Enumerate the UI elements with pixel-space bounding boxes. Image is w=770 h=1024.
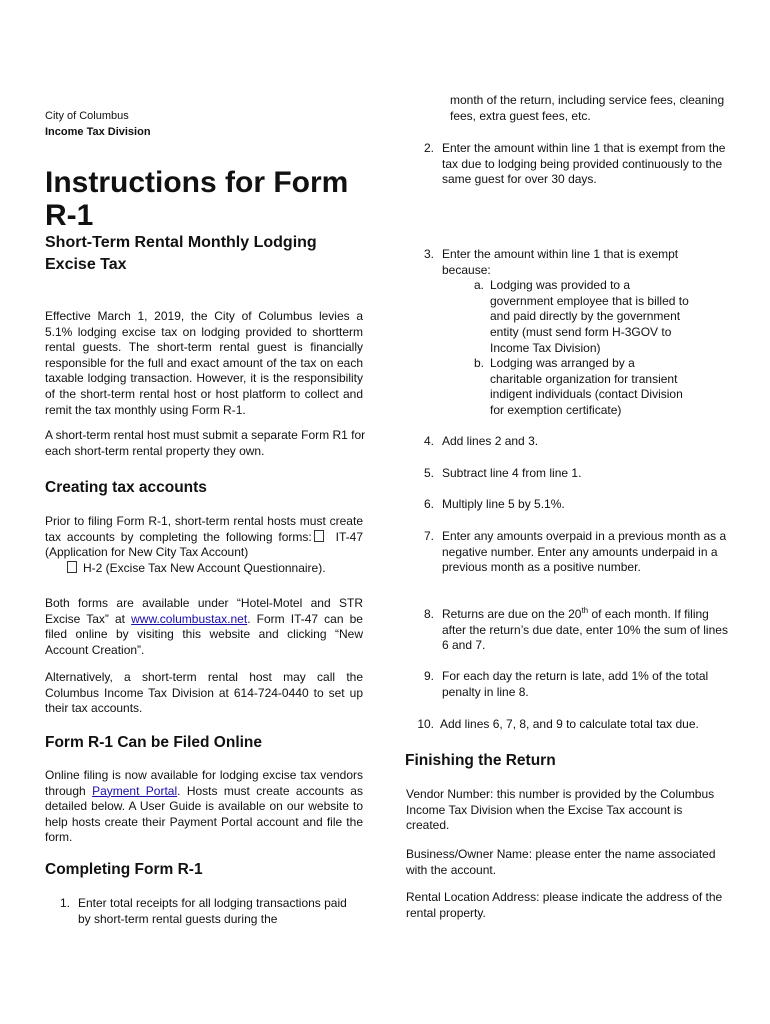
sub-text: Lodging was arranged by a charitable organization for transient indigent individuals (contact Division for exemption certificate): [490, 356, 683, 417]
step-number: 9.: [423, 669, 434, 683]
creating-accounts-paragraph-3: Alternatively, a short-term rental host may call the Columbus Income Tax Division at 614-724-0440 to set up their tax accounts.: [45, 670, 363, 716]
organization-name: City of Columbus: [45, 110, 129, 122]
finishing-heading: Finishing the Return: [405, 752, 556, 769]
sub-text: Lodging was provided to a government employee that is billed to and paid directly by the government entity (must send form H-3GOV to Income Tax Division): [490, 278, 689, 355]
step-number: 8.: [423, 607, 434, 621]
sub-label: a.: [473, 278, 484, 293]
title-line-2: R-1: [45, 199, 94, 232]
form-it47-text: IT-47 (Application for New City Tax Account): [45, 529, 363, 560]
intro-paragraph-1: Effective March 1, 2019, the City of Columbus levies a 5.1% lodging excise tax on lodging provided to shortterm rental guests. The short-term rental guest is financially responsible for the full and exact amount of the tax on each taxable lodging transaction. However, it is the responsibility of the short-term rental host or host platform to collect and remit the tax monthly using Form R-1.: [45, 309, 363, 417]
step-2-item: [414, 141, 730, 188]
step-1-continued: month of the return, including service fees, cleaning fees, extra guest fees, etc.: [450, 93, 725, 123]
para2-after-text: . Form IT-47 can be filed online by visiting this website and clicking “New Account Creation”.: [45, 611, 363, 657]
document-title: [45, 166, 375, 232]
step-number: 4.: [423, 434, 434, 448]
step-3-item: [414, 247, 730, 419]
sub-label: b.: [473, 356, 484, 371]
org-header: [45, 109, 151, 140]
checkbox-glyph-icon: [67, 561, 77, 573]
payment-portal-link[interactable]: Payment Portal: [92, 783, 178, 798]
step-number: 10.: [417, 717, 434, 731]
step-text: Multiply line 5 by 5.1%.: [442, 497, 565, 511]
step-number: 2.: [423, 141, 434, 155]
finishing-paragraph-2: Business/Owner Name: please enter the name associated with the account.: [406, 847, 716, 877]
finishing-paragraph-1: Vendor Number: this number is provided by the Columbus Income Tax Division when the Excise Tax account is created.: [406, 787, 715, 833]
step-text: For each day the return is late, add 1% of the total penalty in line 8.: [442, 669, 709, 699]
step-number: 7.: [423, 529, 434, 543]
subtitle-line-2: Excise Tax: [45, 256, 127, 273]
step-number: 5.: [423, 466, 434, 480]
step-7-item: [414, 529, 730, 576]
step-text: [442, 607, 730, 654]
para2-before-text: Both forms are available under “Hotel-Motel and STR Excise Tax” at: [45, 596, 363, 626]
subtitle-line-1: Short-Term Rental Monthly Lodging: [45, 234, 317, 251]
step-8-item: [414, 607, 730, 654]
step-8-after: of each month. If filing after the return’s due date, enter 10% the sum of lines 6 and 7.: [442, 607, 728, 653]
step-number: 1.: [59, 896, 70, 910]
step-text: Enter any amounts overpaid in a previous month as a negative number. Enter any amounts underpaid in a previous month as a positive number.: [442, 529, 727, 575]
step-3b-subitem: [464, 356, 730, 418]
creating-accounts-paragraph-2: [45, 596, 363, 658]
step-8-before: Returns are due on the 20: [442, 607, 582, 621]
step-text: Add lines 2 and 3.: [442, 434, 539, 448]
document-subtitle: [45, 232, 375, 276]
step-4-item: [414, 434, 730, 450]
step-8-superscript: th: [581, 606, 589, 615]
online-filing-paragraph: [45, 768, 363, 846]
checkbox-glyph-icon: [314, 530, 324, 542]
completing-form-heading: Completing Form R-1: [45, 861, 203, 878]
step-10-item: [414, 717, 744, 733]
creating-intro-text: Prior to filing Form R-1, short-term rental hosts must create tax accounts by completing the following forms:: [45, 514, 363, 544]
title-line-1: Instructions for Form: [45, 166, 349, 199]
step-text: Subtract line 4 from line 1.: [442, 466, 582, 480]
step-text: Enter the amount within line 1 that is exempt because:: [442, 247, 679, 277]
step-1-item: [50, 896, 350, 927]
form-h2-text: H-2 (Excise Tax New Account Questionnaire).: [83, 560, 326, 575]
online-filing-heading: Form R-1 Can be Filed Online: [45, 734, 263, 751]
step-text: Add lines 6, 7, 8, and 9 to calculate total tax due.: [440, 717, 699, 731]
intro-paragraph-2: A short-term rental host must submit a separate Form R1 for each short-term rental property they own.: [45, 428, 366, 458]
columbustax-link[interactable]: www.columbustax.net: [131, 611, 248, 626]
step-number: 3.: [423, 247, 434, 261]
creating-accounts-heading: Creating tax accounts: [45, 479, 207, 496]
step-9-item: [414, 669, 730, 700]
step-6-item: [414, 497, 730, 513]
step-3a-subitem: [464, 278, 730, 356]
step-text: Enter the amount within line 1 that is exempt from the tax due to lodging being provided continuously to the same guest for over 30 days.: [442, 141, 726, 187]
division-name: Income Tax Division: [45, 125, 151, 138]
creating-accounts-paragraph-1: [45, 514, 363, 576]
online-after-text: . Hosts must create accounts as detailed below. A User Guide is available on our website to help hosts create their Payment Portal account and file the form.: [45, 783, 363, 845]
finishing-paragraph-3: Rental Location Address: please indicate the address of the rental property.: [406, 890, 723, 920]
step-text: Enter total receipts for all lodging transactions paid by short-term rental guests during the: [78, 896, 347, 926]
step-5-item: [414, 466, 730, 482]
online-before-text: Online filing is now available for lodging excise tax vendors through: [45, 768, 363, 798]
step-number: 6.: [423, 497, 434, 511]
